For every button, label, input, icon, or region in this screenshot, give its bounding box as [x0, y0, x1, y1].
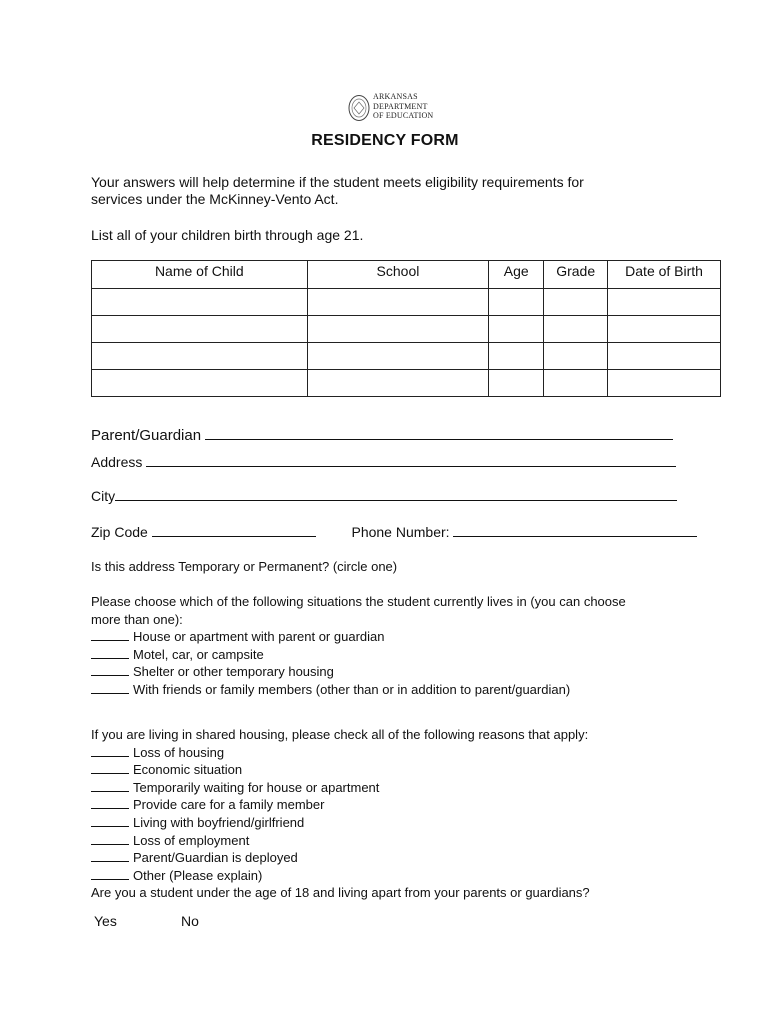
- children-table: [91, 260, 721, 397]
- logo-line-2: DEPARTMENT: [373, 101, 428, 111]
- list-item: Economic situation: [91, 761, 590, 779]
- header-age: Age: [489, 261, 544, 289]
- checkbox-blank[interactable]: [91, 796, 129, 809]
- intro-line-2: services under the McKinney-Vento Act.: [91, 191, 339, 207]
- cell-name[interactable]: [92, 289, 308, 316]
- parent-guardian-label: Parent/Guardian: [91, 427, 202, 444]
- logo-line-3: OF EDUCATION: [373, 111, 434, 120]
- zip-code-line[interactable]: [152, 524, 316, 537]
- list-item: Living with boyfriend/girlfriend: [91, 814, 590, 832]
- address-label: Address: [91, 454, 143, 470]
- checkbox-blank[interactable]: [91, 744, 129, 757]
- cell-school[interactable]: [307, 316, 489, 343]
- checkbox-blank[interactable]: [91, 832, 129, 845]
- header-name-of-child: Name of Child: [92, 261, 308, 289]
- city-label: City: [91, 488, 116, 504]
- cell-age[interactable]: [489, 316, 544, 343]
- zip-code-label: Zip Code: [91, 524, 148, 540]
- header-date-of-birth: Date of Birth: [608, 261, 721, 289]
- cell-name[interactable]: [92, 370, 308, 397]
- checkbox-blank[interactable]: [91, 646, 129, 659]
- list-item: Loss of housing: [91, 744, 590, 762]
- cell-name[interactable]: [92, 316, 308, 343]
- cell-age[interactable]: [489, 343, 544, 370]
- phone-number-line[interactable]: [453, 524, 697, 537]
- no-option[interactable]: No: [181, 913, 199, 929]
- checkbox-blank[interactable]: [91, 628, 129, 641]
- table-row: [92, 316, 721, 343]
- reasons-section: [91, 726, 590, 902]
- checkbox-blank[interactable]: [91, 779, 129, 792]
- list-item: Other (Please explain): [91, 867, 590, 885]
- checkbox-blank[interactable]: [91, 761, 129, 774]
- list-instruction: List all of your children birth through age 21.: [91, 227, 364, 243]
- cell-dob[interactable]: [608, 289, 721, 316]
- list-item: Parent/Guardian is deployed: [91, 849, 590, 867]
- phone-number-label: Phone Number:: [351, 524, 450, 540]
- state-seal-icon: [348, 94, 370, 122]
- cell-dob[interactable]: [608, 370, 721, 397]
- cell-school[interactable]: [307, 370, 489, 397]
- logo-line-1: ARKANSAS: [373, 92, 418, 101]
- situations-prompt-line-2: more than one):: [91, 611, 183, 627]
- address-line[interactable]: [146, 454, 676, 467]
- cell-grade[interactable]: [544, 370, 608, 397]
- yes-option[interactable]: Yes: [94, 913, 117, 929]
- city-field: [91, 488, 677, 504]
- cell-name[interactable]: [92, 343, 308, 370]
- checkbox-blank[interactable]: [91, 867, 129, 880]
- table-header-row: [92, 261, 721, 289]
- cell-dob[interactable]: [608, 343, 721, 370]
- list-item: With friends or family members (other than or in addition to parent/guardian): [91, 681, 626, 699]
- cell-age[interactable]: [489, 370, 544, 397]
- header-grade: Grade: [544, 261, 608, 289]
- minor-question: Are you a student under the age of 18 and living apart from your parents or guardians?: [91, 885, 590, 901]
- checkbox-blank[interactable]: [91, 849, 129, 862]
- cell-grade[interactable]: [544, 343, 608, 370]
- header-school: School: [307, 261, 489, 289]
- list-item: Motel, car, or campsite: [91, 646, 626, 664]
- list-item: Temporarily waiting for house or apartment: [91, 779, 590, 797]
- intro-line-1: Your answers will help determine if the student meets eligibility requirements for: [91, 174, 584, 190]
- zip-phone-field: [91, 524, 697, 540]
- cell-school[interactable]: [307, 343, 489, 370]
- parent-guardian-line[interactable]: [205, 427, 673, 440]
- parent-guardian-field: [91, 427, 673, 444]
- cell-grade[interactable]: [544, 316, 608, 343]
- city-line[interactable]: [115, 488, 677, 501]
- checkbox-blank[interactable]: [91, 663, 129, 676]
- reasons-prompt: If you are living in shared housing, please check all of the following reasons that apply:: [91, 727, 589, 742]
- list-item: House or apartment with parent or guardian: [91, 628, 626, 646]
- address-field: [91, 454, 676, 470]
- address-type-question: Is this address Temporary or Permanent? (circle one): [91, 559, 398, 574]
- cell-dob[interactable]: [608, 316, 721, 343]
- checkbox-blank[interactable]: [91, 814, 129, 827]
- list-item: Loss of employment: [91, 832, 590, 850]
- checkbox-blank[interactable]: [91, 681, 129, 694]
- table-row: [92, 289, 721, 316]
- form-title: RESIDENCY FORM: [311, 132, 459, 149]
- intro-paragraph: [91, 174, 584, 208]
- table-row: [92, 370, 721, 397]
- cell-school[interactable]: [307, 289, 489, 316]
- situations-prompt-line-1: Please choose which of the following situations the student currently lives in (you can choose: [91, 594, 626, 609]
- cell-age[interactable]: [489, 289, 544, 316]
- list-item: Shelter or other temporary housing: [91, 663, 626, 681]
- situations-section: [91, 593, 626, 699]
- list-item: Provide care for a family member: [91, 796, 590, 814]
- ade-logo: [348, 92, 434, 128]
- cell-grade[interactable]: [544, 289, 608, 316]
- table-row: [92, 343, 721, 370]
